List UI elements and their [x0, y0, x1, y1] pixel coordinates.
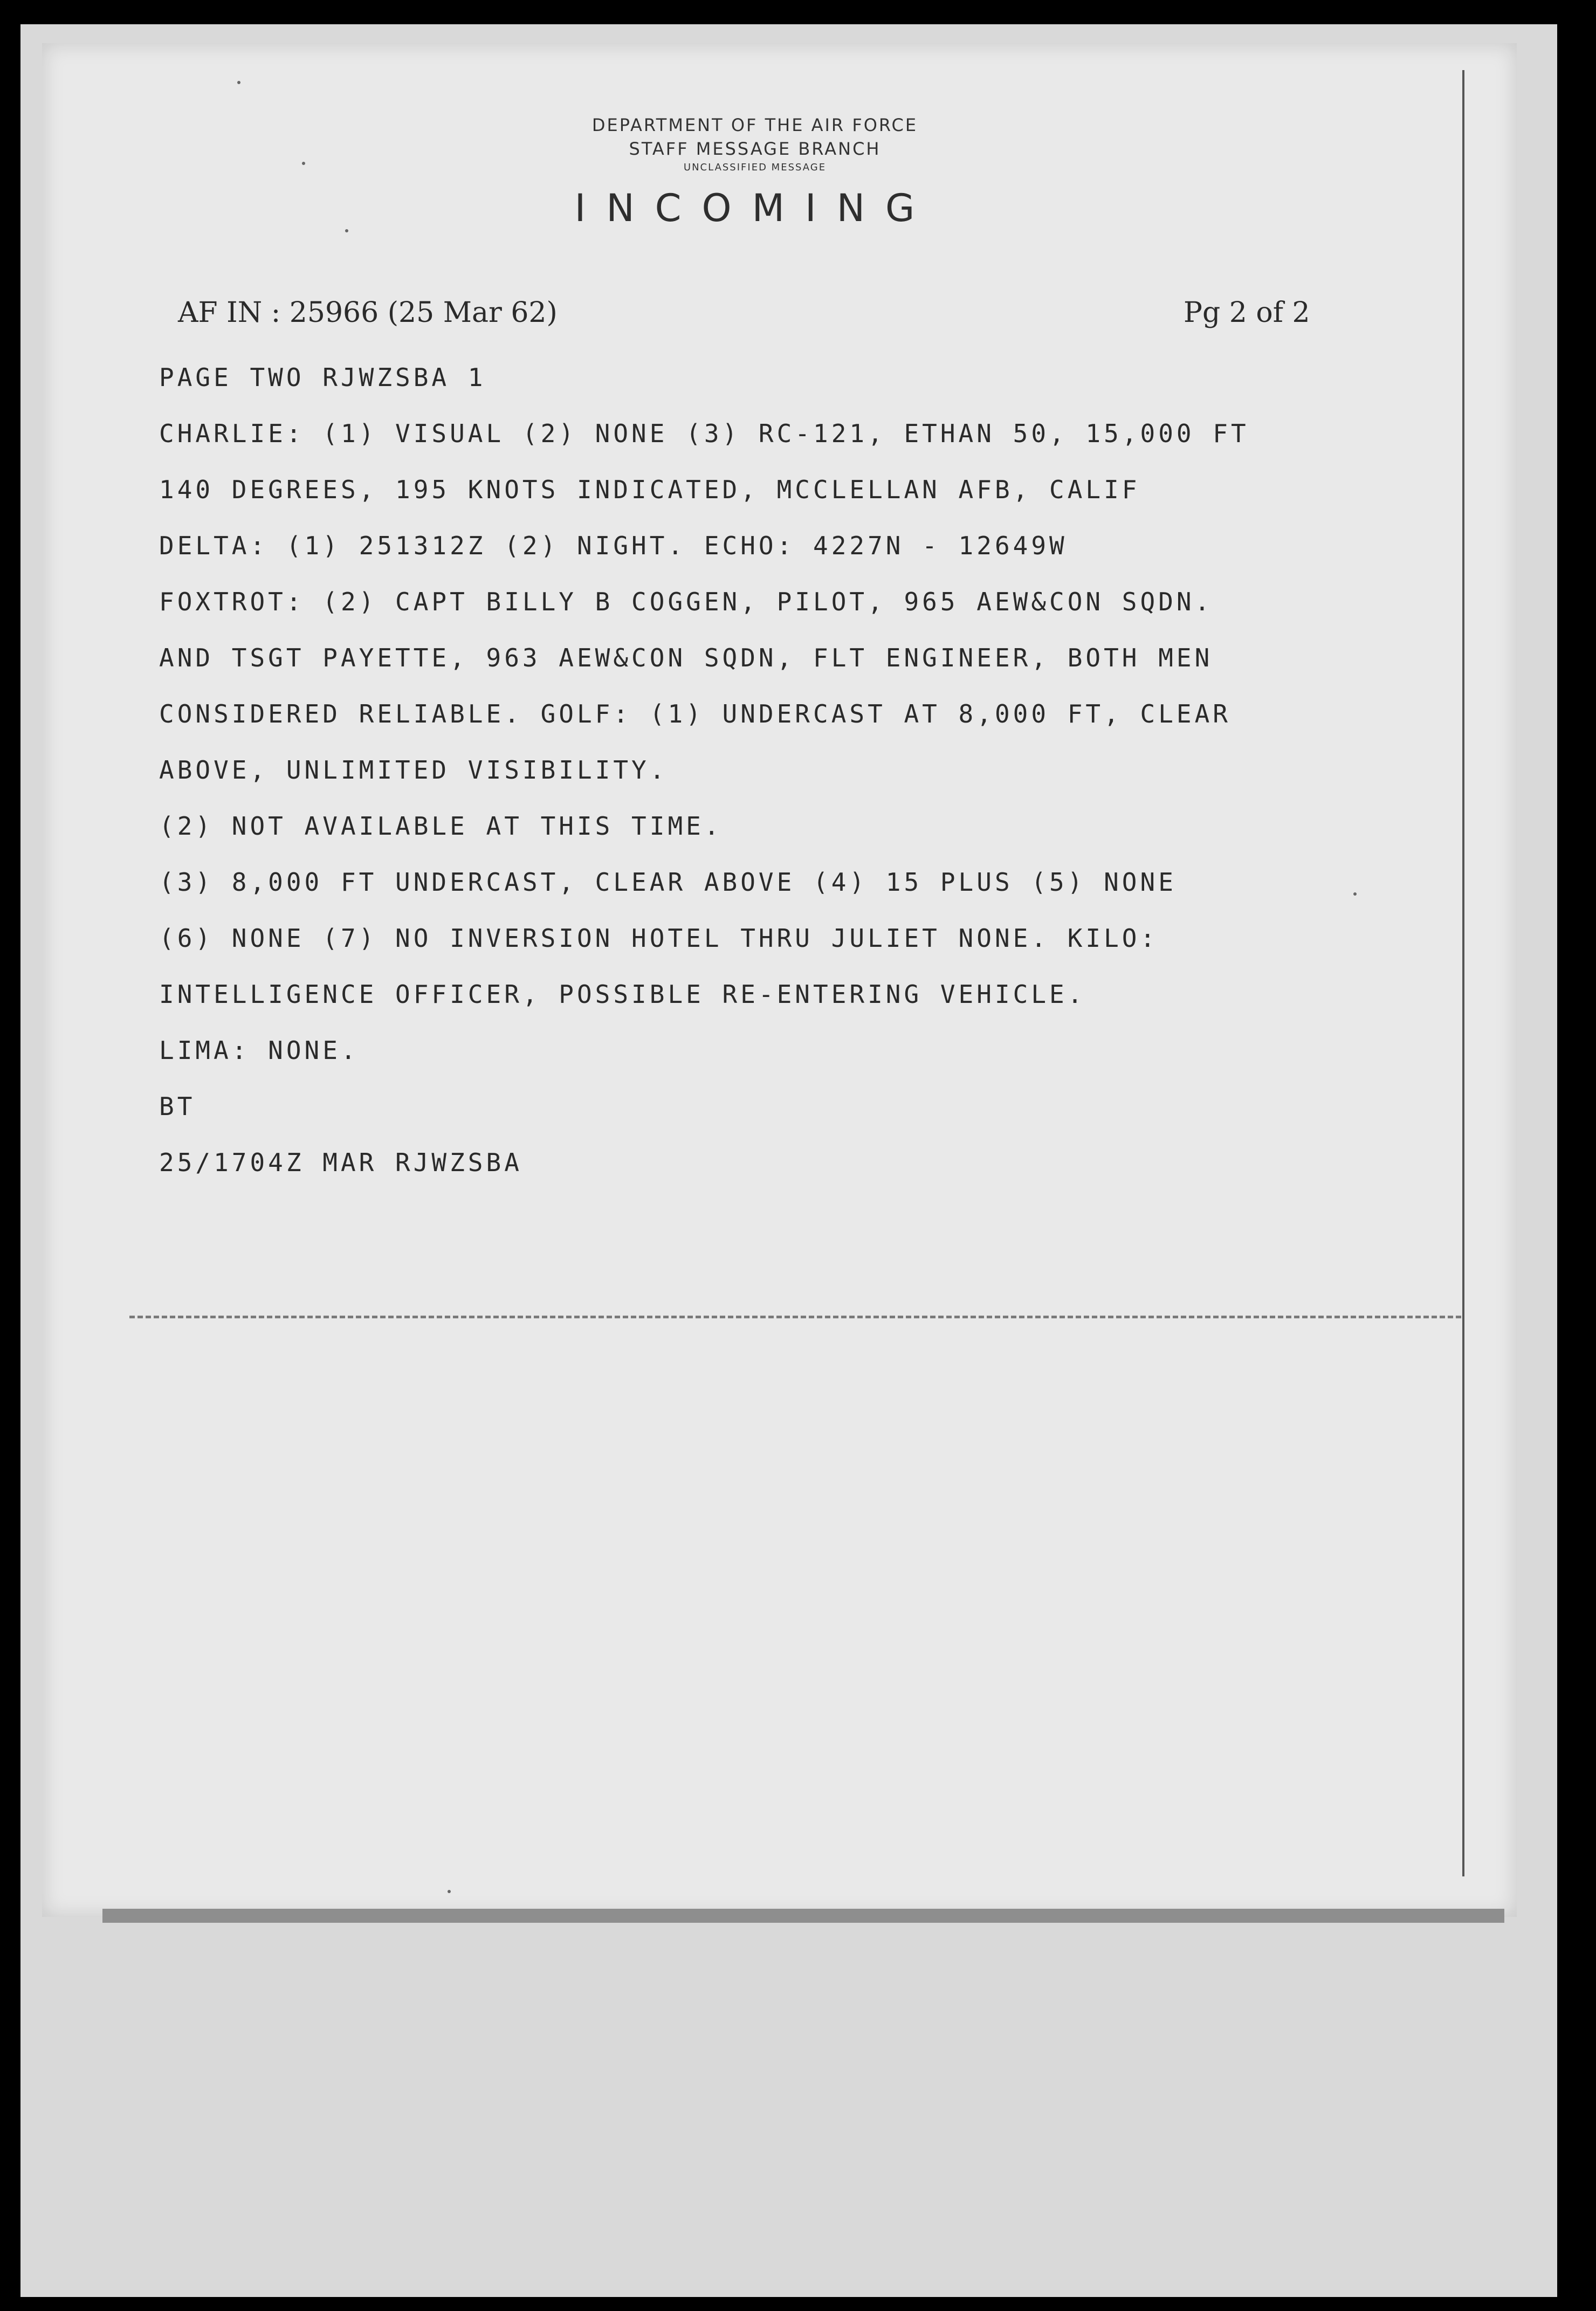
message-line: CHARLIE: (1) VISUAL (2) NONE (3) RC-121, ETHAN 50, 15,000 FT: [159, 419, 1249, 448]
message-line: AND TSGT PAYETTE, 963 AEW&CON SQDN, FLT ENGINEER, BOTH MEN: [159, 643, 1213, 672]
message-line: (3) 8,000 FT UNDERCAST, CLEAR ABOVE (4) 15 PLUS (5) NONE: [159, 868, 1177, 897]
message-line: ABOVE, UNLIMITED VISIBILITY.: [159, 755, 668, 785]
scan-speck: [1353, 892, 1357, 896]
scan-speck: [237, 81, 240, 84]
message-line: 140 DEGREES, 195 KNOTS INDICATED, MCCLELLAN AFB, CALIF: [159, 475, 1140, 504]
department-heading: DEPARTMENT OF THE AIR FORCE: [591, 115, 918, 135]
message-line: INTELLIGENCE OFFICER, POSSIBLE RE-ENTERING VEHICLE.: [159, 980, 1086, 1009]
message-line: (6) NONE (7) NO INVERSION HOTEL THRU JULIET NONE. KILO:: [159, 924, 1159, 953]
incoming-title: INCOMING: [574, 186, 935, 230]
scan-speck: [345, 229, 348, 232]
tear-line-divider: [129, 1316, 1461, 1318]
classification-label: UNCLASSIFIED MESSAGE: [683, 162, 827, 173]
message-line: FOXTROT: (2) CAPT BILLY B COGGEN, PILOT, 965 AEW&CON SQDN.: [159, 587, 1213, 616]
message-header: [485, 113, 1024, 235]
message-line: 25/1704Z MAR RJWZSBA: [159, 1148, 522, 1177]
scan-speck: [302, 162, 305, 165]
af-in-reference: AF IN : 25966 (25 Mar 62): [178, 297, 558, 329]
scan-speck: [448, 1890, 451, 1893]
message-line: (2) NOT AVAILABLE AT THIS TIME.: [159, 811, 723, 841]
page-number: Pg 2 of 2: [1184, 297, 1310, 329]
right-margin-rule: [1462, 70, 1464, 1876]
branch-heading: STAFF MESSAGE BRANCH: [629, 139, 881, 159]
message-line: DELTA: (1) 251312Z (2) NIGHT. ECHO: 4227N - 12649W: [159, 531, 1068, 560]
message-line: CONSIDERED RELIABLE. GOLF: (1) UNDERCAST AT 8,000 FT, CLEAR: [159, 699, 1231, 728]
message-line: PAGE TWO RJWZSBA 1: [159, 363, 486, 392]
sheet-edge-shadow: [102, 1909, 1504, 1923]
message-line: LIMA: NONE.: [159, 1036, 359, 1065]
message-line: BT: [159, 1092, 196, 1121]
